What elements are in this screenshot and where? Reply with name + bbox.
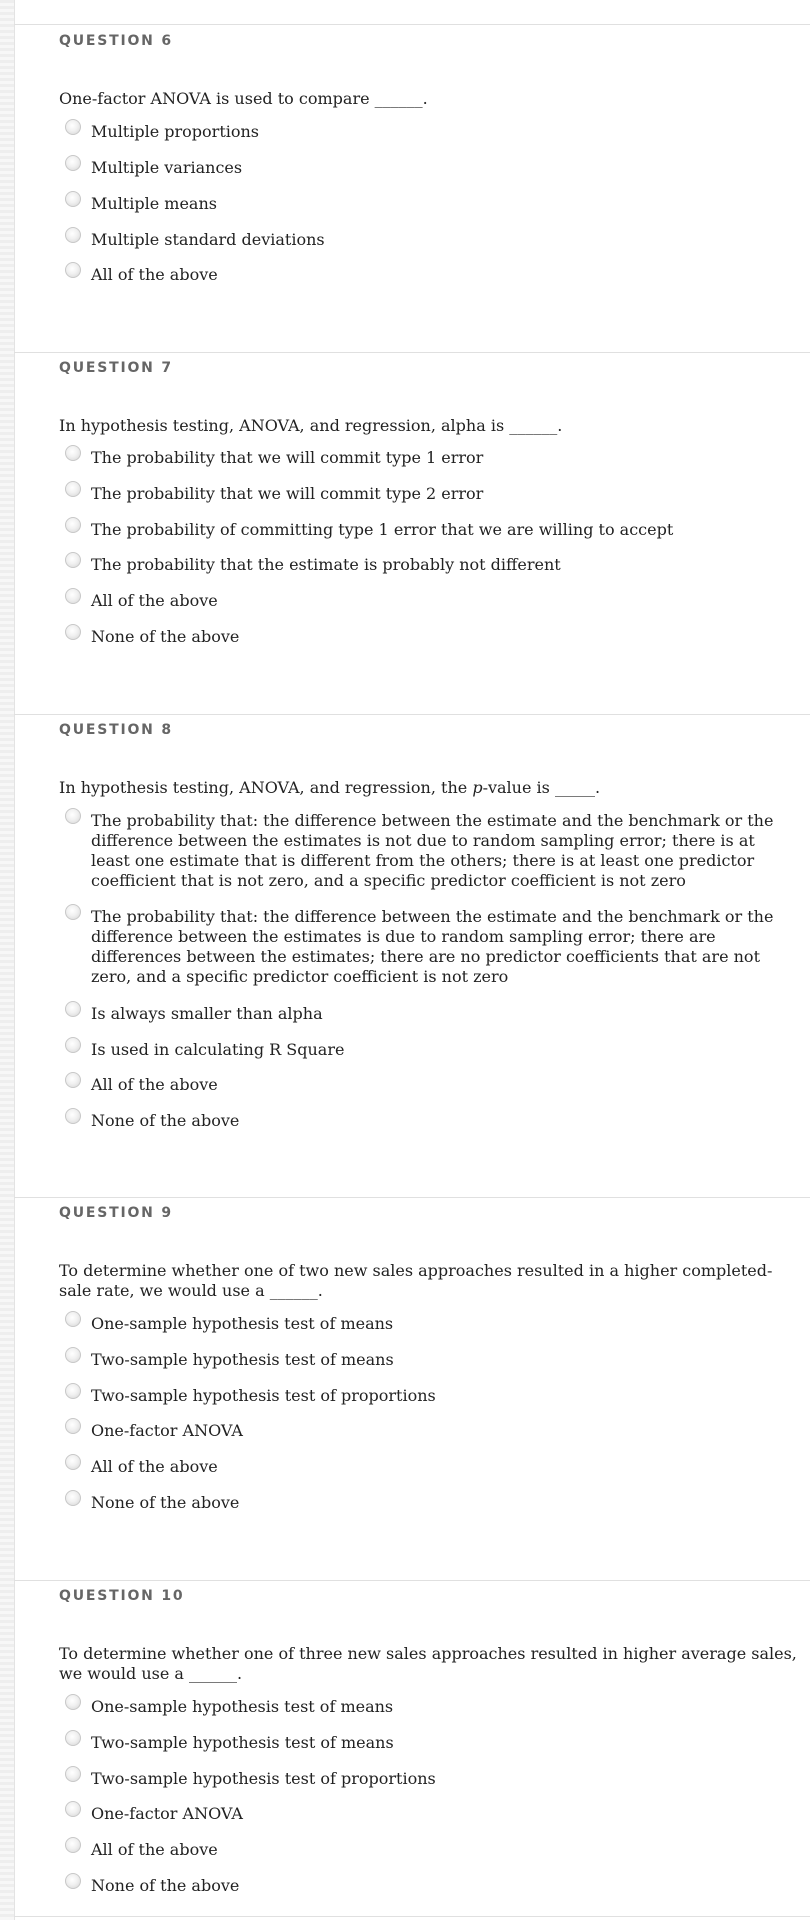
option-label: Multiple variances bbox=[91, 158, 243, 177]
radio-button[interactable] bbox=[65, 1873, 81, 1889]
question-9 bbox=[14, 1197, 810, 1581]
option-label: Two-sample hypothesis test of means bbox=[91, 1733, 394, 1752]
question-8 bbox=[14, 714, 810, 1198]
radio-button[interactable] bbox=[65, 904, 81, 920]
option-label: None of the above bbox=[91, 627, 240, 646]
option-label: The probability that we will commit type 2 error bbox=[91, 484, 484, 503]
question-label: QUESTION 6 bbox=[59, 33, 173, 49]
question-text bbox=[59, 778, 799, 798]
option-label: The probability that: the difference between the estimate and the benchmark or the difference between the estimates is due to random sampling error; there are differences between the estimates; there are no predictor coefficients that are not zero, and a specific predictor coefficient is not zero bbox=[91, 907, 774, 986]
radio-button[interactable] bbox=[65, 155, 81, 171]
option-label: Multiple means bbox=[91, 194, 217, 213]
option-label: All of the above bbox=[91, 265, 218, 284]
question-7 bbox=[14, 352, 810, 715]
option-label: Is used in calculating R Square bbox=[91, 1040, 345, 1059]
question-text: To determine whether one of three new sales approaches resulted in higher average sales, we would use a ______. bbox=[59, 1644, 797, 1683]
option-label: One-sample hypothesis test of means bbox=[91, 1697, 394, 1716]
radio-button[interactable] bbox=[65, 1311, 81, 1327]
question-10 bbox=[14, 1580, 810, 1917]
option-label: Multiple standard deviations bbox=[91, 230, 325, 249]
left-rail bbox=[0, 0, 15, 1920]
option-label: Two-sample hypothesis test of proportions bbox=[91, 1386, 436, 1405]
question-label: QUESTION 8 bbox=[59, 722, 173, 738]
option-label: All of the above bbox=[91, 591, 218, 610]
question-label: QUESTION 9 bbox=[59, 1205, 173, 1221]
option-label: Two-sample hypothesis test of means bbox=[91, 1350, 394, 1369]
radio-button[interactable] bbox=[65, 481, 81, 497]
question-text-end: -value is _____. bbox=[482, 778, 601, 797]
question-label: QUESTION 10 bbox=[59, 1588, 185, 1604]
radio-button[interactable] bbox=[65, 1766, 81, 1782]
question-6 bbox=[14, 25, 810, 353]
question-label: QUESTION 7 bbox=[59, 360, 173, 376]
option-label: All of the above bbox=[91, 1840, 218, 1859]
option-label: The probability of committing type 1 error that we are willing to accept bbox=[91, 520, 674, 539]
option-label: One-factor ANOVA bbox=[91, 1804, 243, 1823]
radio-button[interactable] bbox=[65, 1383, 81, 1399]
option-label: All of the above bbox=[91, 1457, 218, 1476]
option-label: None of the above bbox=[91, 1111, 240, 1130]
question-text: In hypothesis testing, ANOVA, and regression, alpha is ______. bbox=[59, 416, 563, 435]
option-label: One-sample hypothesis test of means bbox=[91, 1314, 394, 1333]
option-label: All of the above bbox=[91, 1075, 218, 1094]
radio-button[interactable] bbox=[65, 227, 81, 243]
radio-button[interactable] bbox=[65, 1801, 81, 1817]
option-label: One-factor ANOVA bbox=[91, 1421, 243, 1440]
radio-button[interactable] bbox=[65, 1837, 81, 1853]
radio-button[interactable] bbox=[65, 119, 81, 135]
question-text: One-factor ANOVA is used to compare ______. bbox=[59, 89, 428, 108]
radio-button[interactable] bbox=[65, 1454, 81, 1470]
option-label: The probability that: the difference between the estimate and the benchmark or the difference between the estimates is not due to random sampling error; there is at least one estimate that is different from the others; there is at least one predictor coefficient that is not zero, and a specific predictor coefficient is not zero bbox=[91, 811, 774, 890]
option-label: None of the above bbox=[91, 1876, 240, 1895]
option-label: Two-sample hypothesis test of proportions bbox=[91, 1769, 436, 1788]
radio-button[interactable] bbox=[65, 191, 81, 207]
radio-button[interactable] bbox=[65, 624, 81, 640]
radio-button[interactable] bbox=[65, 1108, 81, 1124]
question-text: To determine whether one of two new sales approaches resulted in a higher completed-sale rate, we would use a ______. bbox=[59, 1261, 773, 1300]
radio-button[interactable] bbox=[65, 1490, 81, 1506]
radio-button[interactable] bbox=[65, 808, 81, 824]
option-label: Is always smaller than alpha bbox=[91, 1004, 323, 1023]
question-text-start: In hypothesis testing, ANOVA, and regression, the bbox=[59, 778, 473, 797]
radio-button[interactable] bbox=[65, 1072, 81, 1088]
radio-button[interactable] bbox=[65, 1347, 81, 1363]
radio-button[interactable] bbox=[65, 1730, 81, 1746]
radio-button[interactable] bbox=[65, 1001, 81, 1017]
radio-button[interactable] bbox=[65, 1037, 81, 1053]
radio-button[interactable] bbox=[65, 1418, 81, 1434]
radio-button[interactable] bbox=[65, 1694, 81, 1710]
option-label: None of the above bbox=[91, 1493, 240, 1512]
option-label: Multiple proportions bbox=[91, 122, 260, 141]
italic-variable: p bbox=[472, 778, 483, 797]
radio-button[interactable] bbox=[65, 552, 81, 568]
radio-button[interactable] bbox=[65, 517, 81, 533]
option-label: The probability that we will commit type 1 error bbox=[91, 448, 484, 467]
option-label: The probability that the estimate is probably not different bbox=[91, 555, 561, 574]
radio-button[interactable] bbox=[65, 588, 81, 604]
radio-button[interactable] bbox=[65, 445, 81, 461]
radio-button[interactable] bbox=[65, 262, 81, 278]
